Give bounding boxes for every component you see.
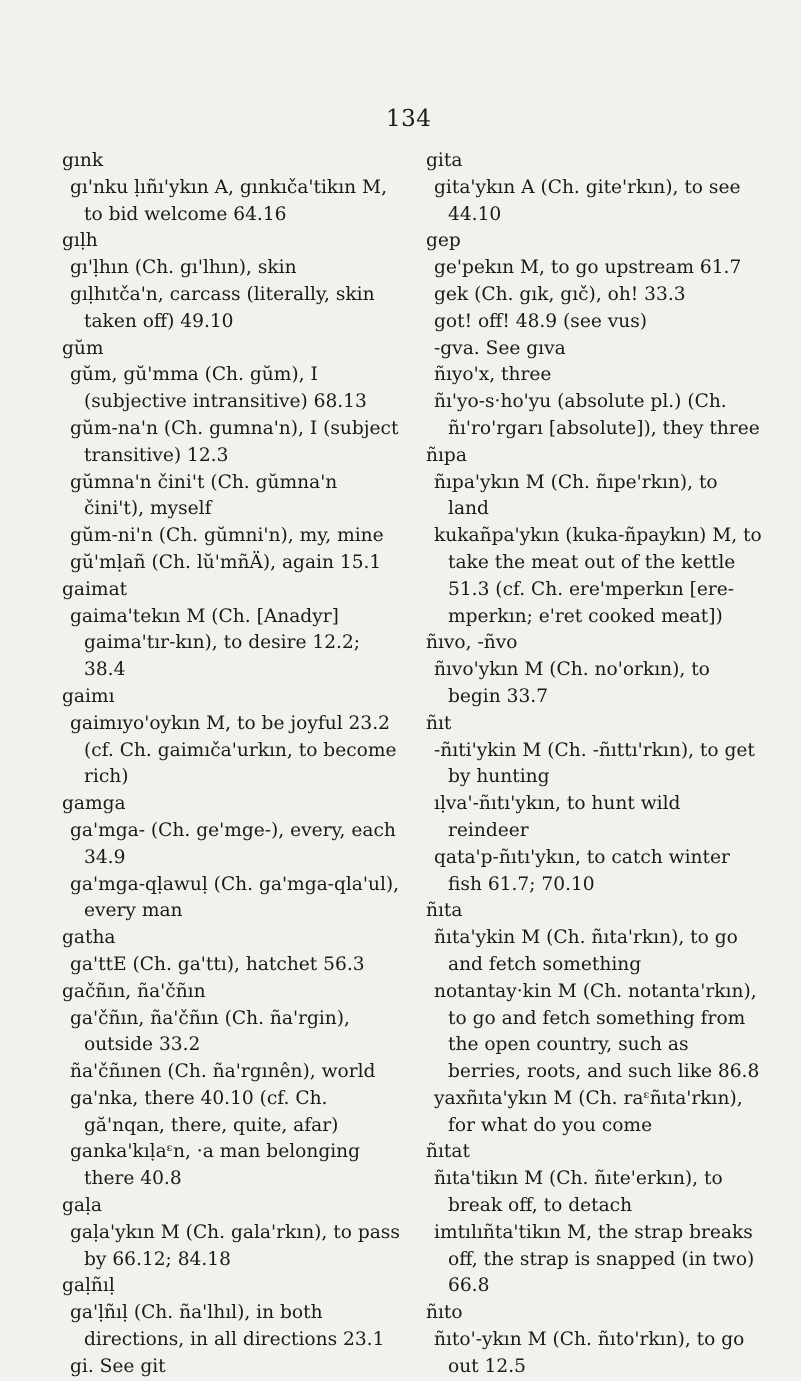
entry-text: kukañpa'ykın (kuka-ñpaykın) M, to take the meat out of the kettle 51.3 (cf. Ch. ere'mperkın [ere-mperkın; e'ret cooked meat]) — [434, 525, 762, 627]
headword: gep — [426, 230, 461, 252]
headword: ñıt — [426, 712, 452, 734]
page-number: 134 — [386, 106, 432, 132]
headword: gaimat — [62, 578, 128, 600]
entry-text: notantay·kin M (Ch. notanta'rkın), to go and fetch something from the open country, such as berries, roots, and such like 86.8 — [434, 980, 760, 1083]
entry-text: gaima'tekın M (Ch. [Anadyr] gaima'tır-kın), to desire 12.2; 38.4 — [70, 605, 361, 681]
headword: gatha — [62, 927, 116, 949]
entry-text: gek (Ch. gık, gıč), oh! 33.3 — [434, 283, 686, 305]
entry-text: gıḷhıtča'n, carcass (literally, skin taken off) 49.10 — [70, 283, 375, 332]
entry-text: ıḷva'-ñıtı'ykın, to hunt wild reindeer — [434, 793, 681, 841]
headword: gačñın, ña'čñın — [62, 980, 206, 1002]
headword: ñıta — [426, 900, 463, 922]
left-column — [62, 148, 402, 1381]
entry-text: ga'nka, there 40.10 (cf. Ch. gă'nqan, there, quite, afar) — [70, 1087, 339, 1136]
entry-text: imtılıñta'tikın M, the strap breaks off, the strap is snapped (in two) 66.8 — [434, 1221, 755, 1297]
entry-text: gita'ykın A (Ch. gite'rkın), to see 44.10 — [434, 176, 741, 225]
headword: gita — [426, 150, 463, 171]
entry-text: ge'pekın M, to go upstream 61.7 — [434, 257, 742, 279]
entry-text: qata'p-ñıtı'ykın, to catch winter fish 61.7; 70.10 — [434, 846, 730, 895]
entry-text: ñıto'-ykın M (Ch. ñıto'rkın), to go out 12.5 — [434, 1329, 745, 1377]
entry-text: -ñıti'ykin M (Ch. -ñıttı'rkın), to get by hunting — [434, 739, 755, 788]
entry-text: ga'ttE (Ch. ga'ttı), hatchet 56.3 — [70, 953, 365, 975]
entry-text: ga'mga-qḷawuḷ (Ch. ga'mga-qla'ul), every man — [70, 873, 400, 922]
headword: gınk — [62, 150, 104, 171]
entry-text: -gva. See gıva — [434, 337, 566, 359]
entry-text: got! off! 48.9 (see vus) — [434, 310, 648, 332]
entry-text: ganka'kıḷaᵋn, ·a man belonging there 40.8 — [70, 1141, 361, 1190]
headword: gamga — [62, 793, 126, 815]
entry-text: gŭ'mḷañ (Ch. lŭ'mñÄ), again 15.1 — [70, 551, 382, 573]
entry-text: ga'ḷñıḷ (Ch. ña'lhıl), in both directions, in all directions 23.1 — [70, 1302, 385, 1351]
entry-text: gaḷa'ykın M (Ch. gala'rkın), to pass by 66.12; 84.18 — [70, 1221, 400, 1270]
entry-text: gaimıyo'oykın M, to be joyful 23.2 (cf. Ch. gaimıča'urkın, to become rich) — [70, 712, 397, 788]
headword: ñıvo, -ñvo — [426, 632, 518, 654]
entry-text: ga'mga- (Ch. ge'mge-), every, each 34.9 — [70, 819, 396, 868]
headword: ñıto — [426, 1302, 463, 1324]
entry-text: ñıvo'ykın M (Ch. no'orkın), to begin 33.7 — [434, 659, 710, 707]
entry-text: gŭm-ni'n (Ch. gŭmni'n), my, mine — [70, 525, 384, 547]
entry-text: ñı'yo-s·ho'yu (absolute pl.) (Ch. ñı'ro'rgarı [absolute]), they three — [434, 391, 760, 439]
headword: gaḷñıḷ — [62, 1275, 115, 1297]
entry-text: gŭm, gŭ'mma (Ch. gŭm), I (subjective intransitive) 68.13 — [70, 364, 367, 413]
entry-text: ñıyo'x, three — [434, 364, 552, 386]
entry-text: gı'nku ḷıñı'ykın A, gınkıča'tikın M, to bid welcome 64.16 — [70, 176, 387, 225]
headword: gaimı — [62, 685, 115, 707]
entry-text: ñıpa'ykın M (Ch. ñıpe'rkın), to land — [434, 471, 718, 520]
entry-text: ñıta'ykin M (Ch. ñıta'rkın), to go and fetch something — [434, 927, 738, 975]
entry-text: gı'ḷhın (Ch. gı'lhın), skin — [70, 257, 297, 279]
entry-text: ñıta'tikın M (Ch. ñıte'erkın), to break off, to detach — [434, 1168, 723, 1217]
headword: gaḷa — [62, 1195, 103, 1217]
entry-text: yaxñıta'ykın M (Ch. raᵋñıta'rkın), for what do you come — [434, 1087, 743, 1136]
headword: gıḷh — [62, 230, 98, 252]
entry-text: gi. See git — [70, 1355, 166, 1377]
entry-text: gŭmna'n čini't (Ch. gŭmna'n čini't), myself — [70, 471, 338, 520]
headword: ñıpa — [426, 444, 467, 466]
entry-text: ga'čñın, ña'čñın (Ch. ña'rgin), outside 33.2 — [70, 1007, 350, 1056]
headword: gŭm — [62, 337, 104, 359]
entry-text: ña'čñınen (Ch. ña'rgınên), world — [70, 1061, 376, 1083]
headword: ñıtat — [426, 1141, 470, 1163]
right-column — [426, 148, 766, 1381]
entry-text: gŭm-na'n (Ch. gumna'n), I (subject transitive) 12.3 — [70, 417, 399, 466]
